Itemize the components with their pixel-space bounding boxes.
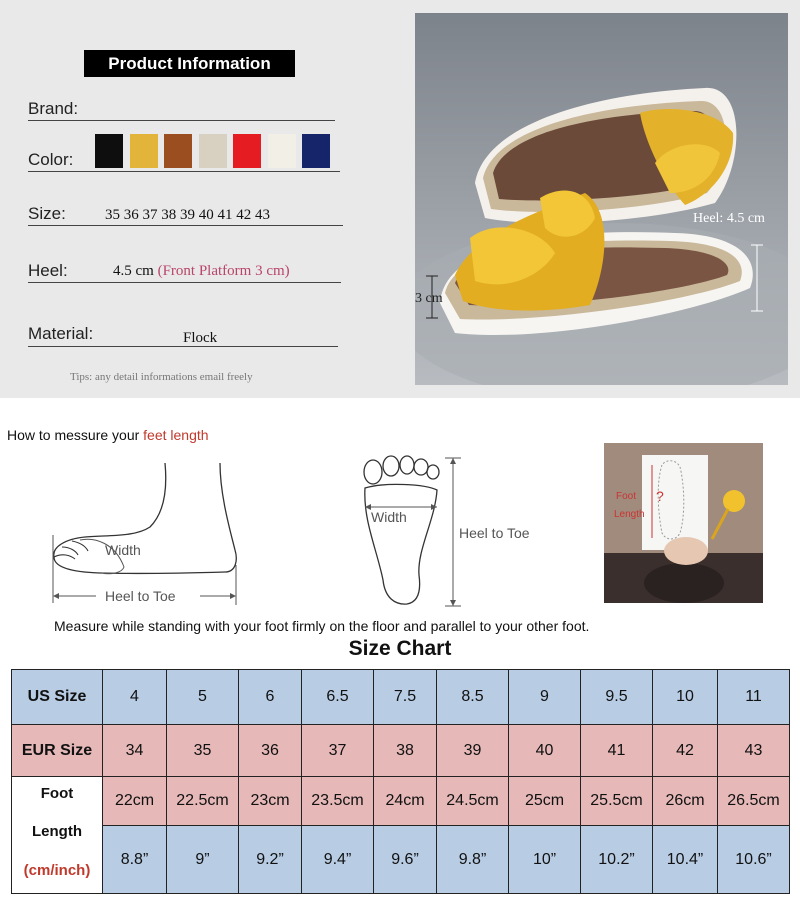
sandals-illustration xyxy=(415,13,788,385)
eur-size-cell: 37 xyxy=(302,725,374,777)
material-underline xyxy=(28,346,338,347)
foot-length-inch-cell: 10.2” xyxy=(581,826,653,894)
color-swatch[interactable] xyxy=(268,134,296,168)
foot-length-cm-cell: 25.5cm xyxy=(581,777,653,826)
eur-size-cell: 42 xyxy=(653,725,718,777)
foot-length-inch-cell: 9” xyxy=(167,826,239,894)
size-chart-table xyxy=(11,669,790,894)
product-photo xyxy=(415,13,788,385)
color-swatch[interactable] xyxy=(199,134,227,168)
tips-text: Tips: any detail informations email freely xyxy=(70,371,253,383)
eur-size-cell: 38 xyxy=(374,725,437,777)
foot-length-cm-cell: 22.5cm xyxy=(167,777,239,826)
foot-length-cm-row xyxy=(12,777,790,826)
eur-size-row xyxy=(12,725,790,777)
photo-foot-label: Foot xyxy=(616,491,637,502)
foot-length-cm-cell: 23.5cm xyxy=(302,777,374,826)
us-size-cell: 8.5 xyxy=(437,670,509,725)
color-label: Color: xyxy=(28,150,74,169)
eur-size-cell: 34 xyxy=(103,725,167,777)
us-size-cell: 9.5 xyxy=(581,670,653,725)
eur-size-cell: 39 xyxy=(437,725,509,777)
eur-size-cell: 40 xyxy=(509,725,581,777)
foot-length-label-2: Length xyxy=(32,823,82,840)
foot-length-cm-cell: 26.5cm xyxy=(718,777,790,826)
brand-underline xyxy=(28,120,335,121)
foot-length-label-1: Foot xyxy=(40,785,74,802)
eur-size-label: EUR Size xyxy=(12,725,103,777)
size-underline xyxy=(28,225,343,226)
side-heel-to-toe-label: Heel to Toe xyxy=(105,588,176,604)
foot-length-label-3: (cm/inch) xyxy=(23,862,91,879)
color-swatch[interactable] xyxy=(233,134,261,168)
brand-label: Brand: xyxy=(28,99,79,118)
heel-label: Heel: xyxy=(28,261,68,280)
us-size-label: US Size xyxy=(12,670,103,725)
color-swatch[interactable] xyxy=(164,134,192,168)
foot-length-inch-cell: 10.4” xyxy=(653,826,718,894)
foot-length-cm-cell: 25cm xyxy=(509,777,581,826)
us-size-cell: 4 xyxy=(103,670,167,725)
color-swatch[interactable] xyxy=(130,134,158,168)
photo-length-label: Length xyxy=(614,509,645,520)
eur-size-cell: 41 xyxy=(581,725,653,777)
foot-length-cm-cell: 22cm xyxy=(103,777,167,826)
heel-platform: (Front Platform 3 cm) xyxy=(157,263,290,279)
heel-dimension-label: Heel: 4.5 cm xyxy=(693,211,765,226)
foot-length-inch-cell: 9.2” xyxy=(239,826,302,894)
eur-size-cell: 35 xyxy=(167,725,239,777)
us-size-row xyxy=(12,670,790,725)
product-info-panel xyxy=(0,0,800,398)
size-chart-title: Size Chart xyxy=(348,637,452,660)
color-swatches xyxy=(95,134,335,168)
heel-underline xyxy=(28,282,341,283)
foot-length-inch-cell: 10.6” xyxy=(718,826,790,894)
eur-size-cell: 43 xyxy=(718,725,790,777)
foot-length-cm-cell: 24.5cm xyxy=(437,777,509,826)
us-size-cell: 5 xyxy=(167,670,239,725)
foot-length-cm-cell: 24cm xyxy=(374,777,437,826)
size-value: 35 36 37 38 39 40 41 42 43 xyxy=(105,207,270,223)
material-value: Flock xyxy=(183,330,218,346)
foot-length-cm-cell: 23cm xyxy=(239,777,302,826)
color-underline xyxy=(28,171,340,172)
sole-heel-to-toe-label: Heel to Toe xyxy=(459,525,530,541)
color-swatch[interactable] xyxy=(95,134,123,168)
us-size-cell: 10 xyxy=(653,670,718,725)
foot-length-inch-cell: 9.4” xyxy=(302,826,374,894)
foot-length-label xyxy=(12,777,103,894)
svg-text:?: ? xyxy=(656,488,664,504)
us-size-cell: 9 xyxy=(509,670,581,725)
measure-title-prefix: How to messure your xyxy=(7,427,144,443)
foot-length-inch-cell: 9.6” xyxy=(374,826,437,894)
measuring-photo xyxy=(604,443,763,603)
us-size-cell: 6 xyxy=(239,670,302,725)
foot-length-inch-cell: 10” xyxy=(509,826,581,894)
foot-length-inch-cell: 8.8” xyxy=(103,826,167,894)
foot-length-cm-cell: 26cm xyxy=(653,777,718,826)
us-size-cell: 11 xyxy=(718,670,790,725)
foot-length-inch-cell: 9.8” xyxy=(437,826,509,894)
us-size-cell: 7.5 xyxy=(374,670,437,725)
size-label: Size: xyxy=(28,204,66,223)
measure-title-accent: feet length xyxy=(143,427,209,443)
heel-height: 4.5 cm xyxy=(113,263,154,279)
measure-title xyxy=(7,427,209,443)
measure-note: Measure while standing with your foot firmly on the floor and parallel to your other foot. xyxy=(54,618,590,634)
heel-value xyxy=(113,263,290,280)
front-dimension-label: 3 cm xyxy=(415,291,443,306)
measuring-photo-illustration xyxy=(604,443,763,603)
material-label: Material: xyxy=(28,324,94,343)
color-swatch[interactable] xyxy=(302,134,330,168)
foot-length-inch-row xyxy=(12,826,790,894)
product-info-title: Product Information xyxy=(84,50,295,77)
side-foot-diagram xyxy=(40,455,255,615)
sole-width-label: Width xyxy=(371,509,407,525)
eur-size-cell: 36 xyxy=(239,725,302,777)
sole-foot-diagram xyxy=(355,450,550,615)
side-width-label: Width xyxy=(105,542,141,558)
us-size-cell: 6.5 xyxy=(302,670,374,725)
